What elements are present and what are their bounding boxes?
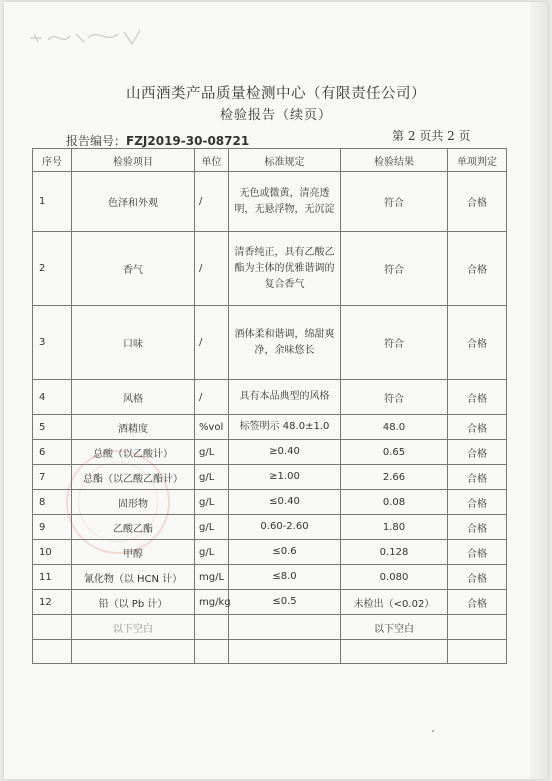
inspection-table bbox=[32, 148, 507, 664]
cell-judgement: 合格 bbox=[448, 565, 507, 590]
cell-unit: mg/L bbox=[195, 565, 229, 590]
cell-empty bbox=[448, 640, 507, 664]
speck bbox=[432, 730, 434, 732]
cell-result: 符合 bbox=[341, 172, 448, 232]
cell-unit: %vol bbox=[195, 415, 229, 440]
cell-item: 甲醇 bbox=[72, 540, 195, 565]
table-row bbox=[33, 565, 507, 590]
cell-unit: / bbox=[195, 232, 229, 306]
cell-result: 1.80 bbox=[341, 515, 448, 540]
cell-judgement: 合格 bbox=[448, 515, 507, 540]
cell-unit: / bbox=[195, 380, 229, 415]
table-row bbox=[33, 306, 507, 380]
cell-result: 符合 bbox=[341, 380, 448, 415]
cell-item: 风格 bbox=[72, 380, 195, 415]
cell-no: 4 bbox=[33, 380, 72, 415]
cell-empty bbox=[341, 640, 448, 664]
cell-standard: 0.60-2.60 bbox=[229, 515, 341, 540]
cell-no: 6 bbox=[33, 440, 72, 465]
table-row bbox=[33, 172, 507, 232]
cell-judgement: 合格 bbox=[448, 465, 507, 490]
cell-no: 1 bbox=[33, 172, 72, 232]
col-header-item: 检验项目 bbox=[72, 149, 195, 172]
cell-no: 12 bbox=[33, 590, 72, 615]
cell-judgement: 合格 bbox=[448, 590, 507, 615]
cell-unit: g/L bbox=[195, 440, 229, 465]
cell-no: 2 bbox=[33, 232, 72, 306]
cell-standard: ≥0.40 bbox=[229, 440, 341, 465]
cell-judgement: 合格 bbox=[448, 380, 507, 415]
cell-result: 2.66 bbox=[341, 465, 448, 490]
cell-item: 色泽和外观 bbox=[72, 172, 195, 232]
table-row bbox=[33, 465, 507, 490]
table-row bbox=[33, 590, 507, 615]
cell-unit: g/L bbox=[195, 540, 229, 565]
cell-unit: / bbox=[195, 306, 229, 380]
cell-empty bbox=[33, 615, 72, 640]
cell-item: 香气 bbox=[72, 232, 195, 306]
cell-result: 0.080 bbox=[341, 565, 448, 590]
cell-unit: mg/kg bbox=[195, 590, 229, 615]
cell-item: 总酸（以乙酸计） bbox=[72, 440, 195, 465]
table-row bbox=[33, 490, 507, 515]
table-row bbox=[33, 415, 507, 440]
blank-note-left: 以下空白 bbox=[72, 615, 195, 640]
report-subtitle: 检验报告（续页） bbox=[219, 108, 332, 123]
cell-result: 0.128 bbox=[341, 540, 448, 565]
table-row bbox=[33, 540, 507, 565]
col-header-result: 检验结果 bbox=[341, 149, 448, 172]
cell-empty bbox=[195, 615, 229, 640]
cell-item: 总酯（以乙酸乙酯计） bbox=[72, 465, 195, 490]
cell-empty bbox=[229, 615, 341, 640]
cell-standard: 标签明示 48.0±1.0 bbox=[229, 415, 341, 440]
cell-no: 5 bbox=[33, 415, 72, 440]
cell-result: 0.65 bbox=[341, 440, 448, 465]
cell-judgement: 合格 bbox=[448, 490, 507, 515]
cell-item: 氰化物（以 HCN 计） bbox=[72, 565, 195, 590]
report-title: 山西酒类产品质量检测中心（有限责任公司） bbox=[126, 86, 426, 102]
cell-empty bbox=[72, 640, 195, 664]
col-header-standard: 标准规定 bbox=[229, 149, 341, 172]
cell-standard: ≤0.6 bbox=[229, 540, 341, 565]
cell-item: 酒精度 bbox=[72, 415, 195, 440]
cell-judgement: 合格 bbox=[448, 232, 507, 306]
cell-unit: g/L bbox=[195, 490, 229, 515]
report-number-label: 报告编号： bbox=[66, 134, 127, 148]
cell-item: 口味 bbox=[72, 306, 195, 380]
cell-empty bbox=[33, 640, 72, 664]
cell-item: 乙酸乙酯 bbox=[72, 515, 195, 540]
cell-standard: ≤8.0 bbox=[229, 565, 341, 590]
cell-no: 11 bbox=[33, 565, 72, 590]
cell-result: 未检出（<0.02） bbox=[341, 590, 448, 615]
table-row bbox=[33, 515, 507, 540]
cell-unit: g/L bbox=[195, 515, 229, 540]
cell-item: 固形物 bbox=[72, 490, 195, 515]
cell-standard: ≤0.5 bbox=[229, 590, 341, 615]
report-number-value: FZJ2019-30-08721 bbox=[126, 134, 250, 148]
table-row bbox=[33, 440, 507, 465]
table-row bbox=[33, 232, 507, 306]
cell-result: 48.0 bbox=[341, 415, 448, 440]
cell-no: 8 bbox=[33, 490, 72, 515]
cell-unit: / bbox=[195, 172, 229, 232]
cell-judgement: 合格 bbox=[448, 306, 507, 380]
empty-row bbox=[33, 640, 507, 664]
cell-standard: 酒体柔和谐调，绵甜爽净，余味悠长 bbox=[229, 306, 341, 380]
cell-standard: 具有本品典型的风格 bbox=[229, 380, 341, 415]
cell-judgement: 合格 bbox=[448, 415, 507, 440]
report-number bbox=[66, 132, 249, 149]
blank-row bbox=[33, 615, 507, 640]
blank-note-right: 以下空白 bbox=[341, 615, 448, 640]
cell-empty bbox=[448, 615, 507, 640]
cell-standard: 无色或微黄，清亮透明，无悬浮物，无沉淀 bbox=[229, 172, 341, 232]
col-header-no: 序号 bbox=[33, 149, 72, 172]
cell-judgement: 合格 bbox=[448, 540, 507, 565]
cell-no: 9 bbox=[33, 515, 72, 540]
cell-standard: ≥1.00 bbox=[229, 465, 341, 490]
cell-no: 10 bbox=[33, 540, 72, 565]
cell-empty bbox=[195, 640, 229, 664]
cell-item: 铅（以 Pb 计） bbox=[72, 590, 195, 615]
handwritten-mark bbox=[28, 24, 158, 54]
cell-empty bbox=[229, 640, 341, 664]
cell-result: 符合 bbox=[341, 306, 448, 380]
cell-result: 0.08 bbox=[341, 490, 448, 515]
cell-unit: g/L bbox=[195, 465, 229, 490]
cell-judgement: 合格 bbox=[448, 440, 507, 465]
cell-judgement: 合格 bbox=[448, 172, 507, 232]
col-header-judgement: 单项判定 bbox=[448, 149, 507, 172]
cell-standard: ≤0.40 bbox=[229, 490, 341, 515]
col-header-unit: 单位 bbox=[195, 149, 229, 172]
cell-no: 7 bbox=[33, 465, 72, 490]
table-header-row bbox=[33, 149, 507, 172]
cell-result: 符合 bbox=[341, 232, 448, 306]
page-indicator: 第 2 页共 2 页 bbox=[392, 129, 471, 143]
cell-no: 3 bbox=[33, 306, 72, 380]
cell-standard: 清香纯正，具有乙酸乙酯为主体的优雅谐调的复合香气 bbox=[229, 232, 341, 306]
table-row bbox=[33, 380, 507, 415]
report-page bbox=[4, 2, 548, 779]
